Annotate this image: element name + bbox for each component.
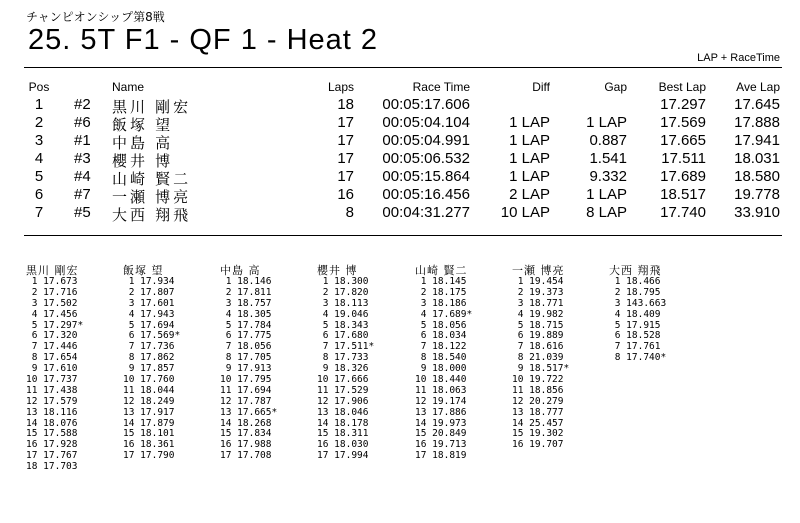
lap-time: 17 17.994 — [317, 450, 369, 462]
result-gap: 1 LAP — [586, 186, 627, 203]
title-divider — [24, 67, 782, 68]
lap-time: 6 17.680 — [317, 330, 369, 342]
lap-time: 14 18.076 — [26, 417, 78, 429]
result-ave-lap: 17.888 — [734, 114, 780, 131]
lap-time: 6 19.889 — [512, 330, 564, 342]
lap-time: 13 18.777 — [512, 406, 564, 418]
lap-time: 14 18.178 — [317, 417, 369, 429]
lap-column — [123, 262, 219, 462]
lap-time: 16 17.988 — [220, 439, 272, 451]
result-laps: 18 — [337, 96, 354, 113]
lap-column — [609, 262, 705, 364]
lap-time: 2 17.820 — [317, 286, 369, 298]
result-gap: 1 LAP — [586, 114, 627, 131]
result-kart-number: #3 — [74, 150, 91, 167]
lap-time: 16 19.707 — [512, 439, 564, 451]
lap-time: 17 17.767 — [26, 450, 78, 462]
result-gap: 0.887 — [589, 132, 627, 149]
lap-time: 4 19.982 — [512, 308, 564, 320]
lap-time: 10 17.737 — [26, 374, 78, 386]
result-race-time: 00:05:06.532 — [382, 150, 470, 167]
lap-time: 18 17.703 — [26, 461, 78, 473]
lap-time: 17 17.708 — [220, 450, 272, 462]
lap-time: 7 17.761 — [609, 341, 661, 353]
lap-time: 5 18.343 — [317, 319, 369, 331]
lap-time: 6 17.775 — [220, 330, 272, 342]
result-race-time: 00:05:04.991 — [382, 132, 470, 149]
lap-time: 4 17.689* — [415, 308, 473, 320]
result-pos: 2 — [34, 114, 44, 131]
lap-time: 1 18.146 — [220, 276, 272, 287]
lap-time: 12 18.249 — [123, 395, 175, 407]
table-row — [24, 150, 782, 168]
lap-time: 16 19.713 — [415, 439, 467, 451]
result-best-lap: 17.297 — [660, 96, 706, 113]
lap-time: 15 17.588 — [26, 428, 78, 440]
col-name: Name — [112, 80, 145, 94]
lap-time: 1 18.145 — [415, 276, 467, 287]
lap-time: 8 17.705 — [220, 352, 272, 364]
lap-time: 1 18.300 — [317, 276, 369, 287]
result-ave-lap: 17.941 — [734, 132, 780, 149]
lap-time: 3 18.757 — [220, 297, 272, 309]
lap-column — [512, 262, 608, 451]
lap-time: 13 17.665* — [220, 406, 278, 418]
result-ave-lap: 19.778 — [734, 186, 780, 203]
result-race-time: 00:04:31.277 — [382, 204, 470, 221]
lap-column-driver-name: 中島 高 — [220, 264, 261, 277]
lap-column-driver-name: 大西 翔飛 — [609, 264, 662, 277]
lap-time: 2 18.795 — [609, 286, 661, 298]
result-diff: 10 LAP — [500, 204, 550, 221]
lap-time: 11 17.694 — [220, 384, 272, 396]
lap-time: 11 18.856 — [512, 384, 564, 396]
lap-time: 14 17.879 — [123, 417, 175, 429]
table-row — [24, 132, 782, 150]
col-pos: Pos — [28, 80, 50, 94]
table-row — [24, 186, 782, 204]
lap-column — [26, 262, 122, 473]
lap-time: 14 25.457 — [512, 417, 564, 429]
lap-time: 7 18.616 — [512, 341, 564, 353]
result-kart-number: #2 — [74, 96, 91, 113]
lap-time: 3 143.663 — [609, 297, 667, 309]
result-laps: 17 — [337, 114, 354, 131]
result-gap: 8 LAP — [586, 204, 627, 221]
result-ave-lap: 33.910 — [734, 204, 780, 221]
lap-time: 4 18.409 — [609, 308, 661, 320]
lap-time: 8 17.740* — [609, 352, 667, 364]
lap-time: 9 18.517* — [512, 363, 570, 375]
lap-time: 2 17.811 — [220, 286, 272, 298]
result-laps: 17 — [337, 150, 354, 167]
result-driver-name: 櫻井 博 — [112, 153, 174, 170]
result-pos: 5 — [34, 168, 44, 185]
col-best-lap: Best Lap — [658, 80, 706, 94]
lap-time: 16 17.928 — [26, 439, 78, 451]
lap-time: 7 17.446 — [26, 341, 78, 353]
lap-time: 2 18.175 — [415, 286, 467, 298]
result-driver-name: 山崎 賢二 — [112, 171, 192, 188]
result-diff: 1 LAP — [509, 132, 550, 149]
lap-time: 2 17.716 — [26, 286, 78, 298]
table-row — [24, 114, 782, 132]
lap-time: 8 17.862 — [123, 352, 175, 364]
lap-time: 1 17.673 — [26, 276, 78, 287]
col-laps: Laps — [327, 80, 354, 94]
lap-time: 5 18.715 — [512, 319, 564, 331]
lap-time: 4 17.943 — [123, 308, 175, 320]
lap-time: 11 17.438 — [26, 384, 78, 396]
result-ave-lap: 18.031 — [734, 150, 780, 167]
result-best-lap: 17.569 — [660, 114, 706, 131]
lap-time: 15 18.311 — [317, 428, 369, 440]
lap-time: 13 17.886 — [415, 406, 467, 418]
result-driver-name: 一瀬 博亮 — [112, 189, 192, 206]
lap-time: 6 18.034 — [415, 330, 467, 342]
lap-time: 8 17.733 — [317, 352, 369, 364]
lap-time: 10 17.760 — [123, 374, 175, 386]
lap-time: 3 17.601 — [123, 297, 175, 309]
lap-time: 14 18.268 — [220, 417, 272, 429]
result-pos: 6 — [34, 186, 44, 203]
lap-time: 8 17.654 — [26, 352, 78, 364]
lap-time: 15 19.302 — [512, 428, 564, 440]
result-pos: 3 — [34, 132, 44, 149]
lap-time: 9 17.913 — [220, 363, 272, 375]
result-best-lap: 17.689 — [660, 168, 706, 185]
result-race-time: 00:05:04.104 — [382, 114, 470, 131]
event-subtitle: チャンピオンシップ第8戦 — [26, 10, 165, 24]
lap-time: 11 17.529 — [317, 384, 369, 396]
lap-time: 10 19.722 — [512, 374, 564, 386]
result-laps: 17 — [337, 168, 354, 185]
lap-column — [220, 262, 316, 462]
lap-time: 10 18.440 — [415, 374, 467, 386]
lap-time: 11 18.044 — [123, 384, 175, 396]
lap-time: 9 18.000 — [415, 363, 467, 375]
result-best-lap: 17.511 — [661, 150, 706, 167]
results-header-row — [24, 80, 782, 96]
result-driver-name: 黒川 剛宏 — [112, 99, 192, 116]
result-best-lap: 18.517 — [660, 186, 706, 203]
result-diff: 1 LAP — [509, 114, 550, 131]
lap-time: 6 17.569* — [123, 330, 181, 342]
lap-time: 4 19.046 — [317, 308, 369, 320]
lap-column-driver-name: 黒川 剛宏 — [26, 264, 79, 277]
lap-time: 3 18.186 — [415, 297, 467, 309]
lap-time: 8 18.540 — [415, 352, 467, 364]
table-row — [24, 96, 782, 114]
lap-time: 3 18.113 — [317, 297, 369, 309]
result-race-time: 00:05:17.606 — [382, 96, 470, 113]
col-race-time: Race Time — [412, 80, 470, 94]
lap-time: 2 19.373 — [512, 286, 564, 298]
lap-time: 9 18.326 — [317, 363, 369, 375]
lap-time: 16 18.361 — [123, 439, 175, 451]
lap-time: 13 18.046 — [317, 406, 369, 418]
result-kart-number: #7 — [74, 186, 91, 203]
lap-time: 17 17.790 — [123, 450, 175, 462]
results-divider — [24, 235, 782, 236]
lap-time: 10 17.666 — [317, 374, 369, 386]
lap-time: 14 19.973 — [415, 417, 467, 429]
lap-time: 4 17.456 — [26, 308, 78, 320]
result-diff: 1 LAP — [509, 150, 550, 167]
lap-time: 15 17.834 — [220, 428, 272, 440]
lap-time: 13 17.917 — [123, 406, 175, 418]
result-kart-number: #5 — [74, 204, 91, 221]
lap-time: 13 18.116 — [26, 406, 78, 418]
result-best-lap: 17.665 — [660, 132, 706, 149]
lap-time: 5 17.784 — [220, 319, 272, 331]
lap-time: 1 17.934 — [123, 276, 175, 287]
lap-time: 7 18.122 — [415, 341, 467, 353]
result-gap: 9.332 — [589, 168, 627, 185]
result-ave-lap: 18.580 — [734, 168, 780, 185]
result-laps: 16 — [337, 186, 354, 203]
lap-time: 9 17.610 — [26, 363, 78, 375]
lap-column — [317, 262, 413, 462]
table-row — [24, 168, 782, 186]
col-ave-lap: Ave Lap — [736, 80, 780, 94]
lap-time: 15 20.849 — [415, 428, 467, 440]
lap-time: 5 17.694 — [123, 319, 175, 331]
lap-time: 4 18.305 — [220, 308, 272, 320]
lap-time: 12 19.174 — [415, 395, 467, 407]
lap-time: 2 17.807 — [123, 286, 175, 298]
lap-column-driver-name: 櫻井 博 — [317, 264, 358, 277]
report-mode-label: LAP + RaceTime — [697, 52, 780, 64]
lap-time: 12 17.906 — [317, 395, 369, 407]
lap-time: 5 18.056 — [415, 319, 467, 331]
lap-column-driver-name: 飯塚 望 — [123, 264, 164, 277]
page-title: 25. 5T F1 - QF 1 - Heat 2 — [28, 24, 379, 56]
result-race-time: 00:05:16.456 — [382, 186, 470, 203]
result-driver-name: 中島 高 — [112, 135, 174, 152]
result-driver-name: 飯塚 望 — [112, 117, 174, 134]
result-pos: 1 — [34, 96, 44, 113]
lap-time: 8 21.039 — [512, 352, 564, 364]
lap-time: 7 17.736 — [123, 341, 175, 353]
result-pos: 7 — [34, 204, 44, 221]
lap-time: 10 17.795 — [220, 374, 272, 386]
table-row — [24, 204, 782, 222]
lap-column-driver-name: 一瀬 博亮 — [512, 264, 565, 277]
lap-time: 12 17.579 — [26, 395, 78, 407]
lap-time: 5 17.297* — [26, 319, 84, 331]
lap-time: 12 20.279 — [512, 395, 564, 407]
lap-time: 5 17.915 — [609, 319, 661, 331]
lap-time: 3 18.771 — [512, 297, 564, 309]
result-diff: 2 LAP — [509, 186, 550, 203]
result-laps: 8 — [345, 204, 354, 221]
result-race-time: 00:05:15.864 — [382, 168, 470, 185]
lap-time: 3 17.502 — [26, 297, 78, 309]
result-best-lap: 17.740 — [660, 204, 706, 221]
lap-time: 9 17.857 — [123, 363, 175, 375]
lap-time: 16 18.030 — [317, 439, 369, 451]
lap-time: 6 18.528 — [609, 330, 661, 342]
result-diff: 1 LAP — [509, 168, 550, 185]
result-ave-lap: 17.645 — [734, 96, 780, 113]
result-kart-number: #1 — [74, 132, 91, 149]
lap-time: 15 18.101 — [123, 428, 175, 440]
lap-time: 6 17.320 — [26, 330, 78, 342]
result-pos: 4 — [34, 150, 44, 167]
col-gap: Gap — [604, 80, 627, 94]
lap-time: 7 18.056 — [220, 341, 272, 353]
lap-time: 7 17.511* — [317, 341, 375, 353]
lap-column — [415, 262, 511, 462]
lap-time: 1 18.466 — [609, 276, 661, 287]
col-diff: Diff — [532, 80, 550, 94]
lap-column-driver-name: 山崎 賢二 — [415, 264, 468, 277]
result-kart-number: #6 — [74, 114, 91, 131]
lap-time: 11 18.063 — [415, 384, 467, 396]
lap-time: 1 19.454 — [512, 276, 564, 287]
result-laps: 17 — [337, 132, 354, 149]
results-table — [24, 80, 782, 222]
result-driver-name: 大西 翔飛 — [112, 207, 192, 224]
result-kart-number: #4 — [74, 168, 91, 185]
lap-time: 12 17.787 — [220, 395, 272, 407]
lap-time: 17 18.819 — [415, 450, 467, 462]
result-gap: 1.541 — [589, 150, 627, 167]
